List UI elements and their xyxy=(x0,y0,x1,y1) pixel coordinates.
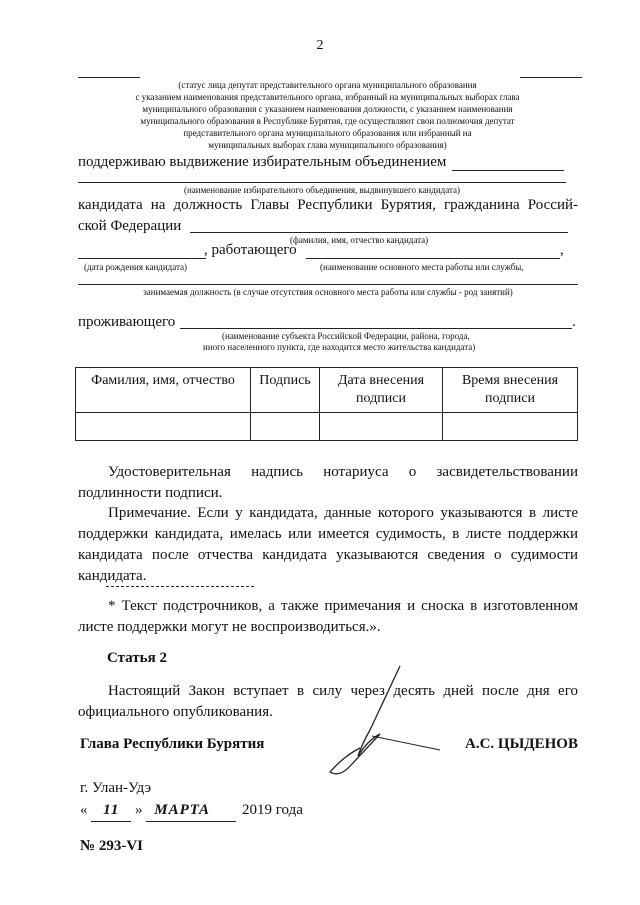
table-header-date: Дата внесения подписи xyxy=(320,368,443,413)
position-note: занимаемая должность (в случае отсутствия основного места работы или службы - род занятий) xyxy=(143,287,513,297)
date-close-quote: » xyxy=(135,802,143,818)
rule xyxy=(520,77,582,78)
address-note-2: иного населенного пункта, где находится место жительства кандидата) xyxy=(203,342,476,352)
date-day: 11 xyxy=(91,800,131,822)
address-note-1: (наименование субъекта Российской Федерации, района, города, xyxy=(222,331,470,341)
association-field xyxy=(452,170,564,171)
notary-paragraph: Удостоверительная надпись нотариуса о засвидетельствовании подлинности подписи. xyxy=(78,464,578,501)
table-cell-date[interactable] xyxy=(320,413,443,441)
association-note: (наименование избирательного объединения, выдвинувшего кандидата) xyxy=(183,185,461,195)
signer-title: Глава Республики Бурятия xyxy=(80,736,265,752)
support-line: поддерживаю выдвижение избирательным объединением xyxy=(78,154,447,170)
birth-date-field xyxy=(78,258,206,259)
date-line xyxy=(80,800,380,822)
table-cell-signature[interactable] xyxy=(251,413,320,441)
signer-name: А.С. ЦЫДЕНОВ xyxy=(465,736,578,752)
date-year: 2019 года xyxy=(242,802,303,818)
table-header-signature: Подпись xyxy=(251,368,320,413)
working-label: , работающего xyxy=(204,242,297,258)
position-field xyxy=(78,284,578,285)
table-row xyxy=(76,413,578,441)
candidate-name-note: (фамилия, имя, отчество кандидата) xyxy=(290,235,429,245)
workplace-note: (наименование основного места работы или службы, xyxy=(320,262,524,272)
association-field-2 xyxy=(78,182,566,183)
table-cell-name[interactable] xyxy=(76,413,251,441)
table-header-time: Время внесения подписи xyxy=(443,368,578,413)
footnote-paragraph: * Текст подстрочников, а также примечания и сноска в изготовленном листе поддержки могут не воспроизводиться.». xyxy=(78,598,578,635)
birth-date-note: (дата рождения кандидата) xyxy=(84,262,188,272)
table-cell-time[interactable] xyxy=(443,413,578,441)
candidate-line-1: кандидата на должность Главы Республики Бурятия, гражданина Россий- xyxy=(78,197,578,213)
comma: , xyxy=(560,242,564,258)
status-note: (статус лица депутат представительного органа муниципального образования с указанием наименования представительного органа, избранный на муниципальных выборах глава муниципального образования с указанием наименования должности, с указанием наименования муниципального образования в Республике Бурятия, где осуществляют свои полномочия депутат представительного органа муниципального образования или избранный на муниципальных выборах глава муниципального образования) xyxy=(135,80,520,150)
period: . xyxy=(572,314,576,330)
handwritten-signature xyxy=(280,660,460,790)
rule xyxy=(78,77,140,78)
table-header-row xyxy=(76,368,578,413)
law-number: № 293-VI xyxy=(80,838,143,854)
article-title: Статья 2 xyxy=(107,650,167,666)
signature-table xyxy=(75,367,578,441)
candidate-name-field xyxy=(190,232,568,233)
workplace-field xyxy=(306,258,560,259)
candidate-line-2: ской Федерации xyxy=(78,218,182,234)
residing-label: проживающего xyxy=(78,314,176,330)
footnote-rule xyxy=(106,586,254,587)
table-header-name: Фамилия, имя, отчество xyxy=(76,368,251,413)
note-paragraph: Примечание. Если у кандидата, данные которого указываются в листе поддержки кандидата, имелась или имеется судимость, в листе поддержки кандидата после отчества кандидата указываются сведения о судимости кандидата. xyxy=(78,505,578,584)
article-text: Настоящий Закон вступает в силу через десять дней после дня его официального опубликования. xyxy=(78,683,578,720)
date-month: МАРТА xyxy=(146,800,236,822)
address-field xyxy=(180,328,572,329)
page-number: 2 xyxy=(316,38,324,53)
city: г. Улан-Удэ xyxy=(80,780,152,796)
date-open-quote: « xyxy=(80,802,88,818)
